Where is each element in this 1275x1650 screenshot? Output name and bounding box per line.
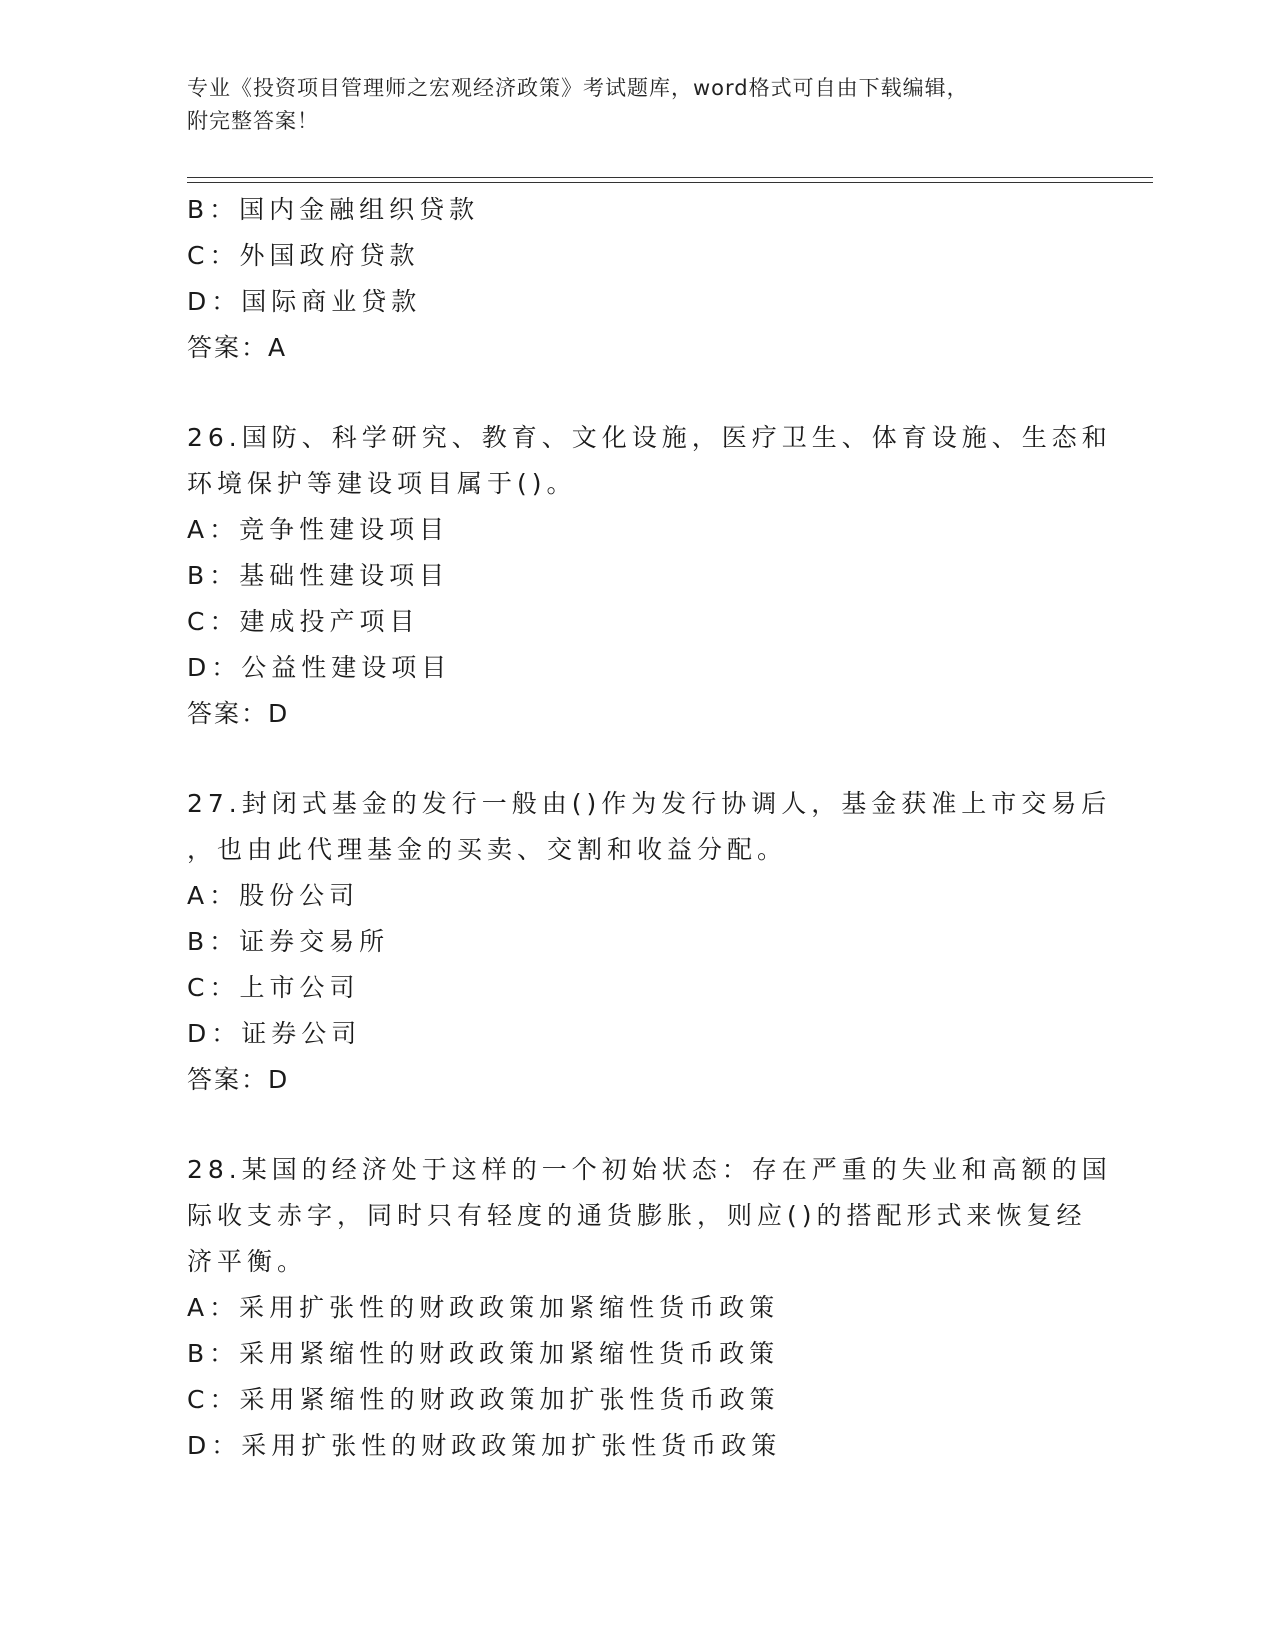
question-stem: 28.某国的经济处于这样的一个初始状态：存在严重的失业和高额的国 bbox=[187, 1155, 1112, 1184]
option-c: C：上市公司 bbox=[187, 973, 360, 1002]
option-b: B：采用紧缩性的财政政策加紧缩性货币政策 bbox=[187, 1339, 780, 1368]
option-a: A：股份公司 bbox=[187, 881, 360, 910]
answer-line: 答案：A bbox=[187, 333, 288, 362]
option-b: B：国内金融组织贷款 bbox=[187, 195, 480, 224]
option-c: C：外国政府贷款 bbox=[187, 241, 420, 270]
header-line-2: 附完整答案！ bbox=[187, 109, 319, 133]
question-stem: ，也由此代理基金的买卖、交割和收益分配。 bbox=[187, 835, 788, 864]
header-line-1: 专业《投资项目管理师之宏观经济政策》考试题库，word格式可自由下载编辑， bbox=[187, 76, 969, 100]
option-d: D：公益性建设项目 bbox=[187, 653, 452, 682]
question-block-26 bbox=[187, 415, 1112, 737]
question-stem: 际收支赤字，同时只有轻度的通货膨胀，则应()的搭配形式来恢复经 bbox=[187, 1201, 1087, 1230]
answer-line: 答案：D bbox=[187, 699, 290, 728]
header-divider-top bbox=[187, 177, 1153, 178]
option-c: C：建成投产项目 bbox=[187, 607, 420, 636]
document-header bbox=[187, 72, 1087, 138]
option-b: B：证券交易所 bbox=[187, 927, 390, 956]
option-b: B：基础性建设项目 bbox=[187, 561, 450, 590]
option-c: C：采用紧缩性的财政政策加扩张性货币政策 bbox=[187, 1385, 780, 1414]
spacer bbox=[187, 737, 1087, 781]
question-block-prev bbox=[187, 187, 1087, 371]
question-list bbox=[187, 187, 1112, 1469]
header-divider-bottom bbox=[187, 182, 1153, 183]
option-d: D：证券公司 bbox=[187, 1019, 362, 1048]
question-stem: 济平衡。 bbox=[187, 1247, 308, 1276]
question-stem: 环境保护等建设项目属于()。 bbox=[187, 469, 577, 498]
option-a: A：竞争性建设项目 bbox=[187, 515, 450, 544]
question-stem: 26.国防、科学研究、教育、文化设施，医疗卫生、体育设施、生态和 bbox=[187, 423, 1112, 452]
question-block-28 bbox=[187, 1147, 1112, 1469]
answer-line: 答案：D bbox=[187, 1065, 290, 1094]
spacer bbox=[187, 371, 1087, 415]
option-d: D：采用扩张性的财政政策加扩张性货币政策 bbox=[187, 1431, 782, 1460]
option-a: A：采用扩张性的财政政策加紧缩性货币政策 bbox=[187, 1293, 780, 1322]
question-stem: 27.封闭式基金的发行一般由()作为发行协调人，基金获准上市交易后 bbox=[187, 789, 1112, 818]
option-d: D：国际商业贷款 bbox=[187, 287, 422, 316]
question-block-27 bbox=[187, 781, 1112, 1103]
spacer bbox=[187, 1103, 1087, 1147]
